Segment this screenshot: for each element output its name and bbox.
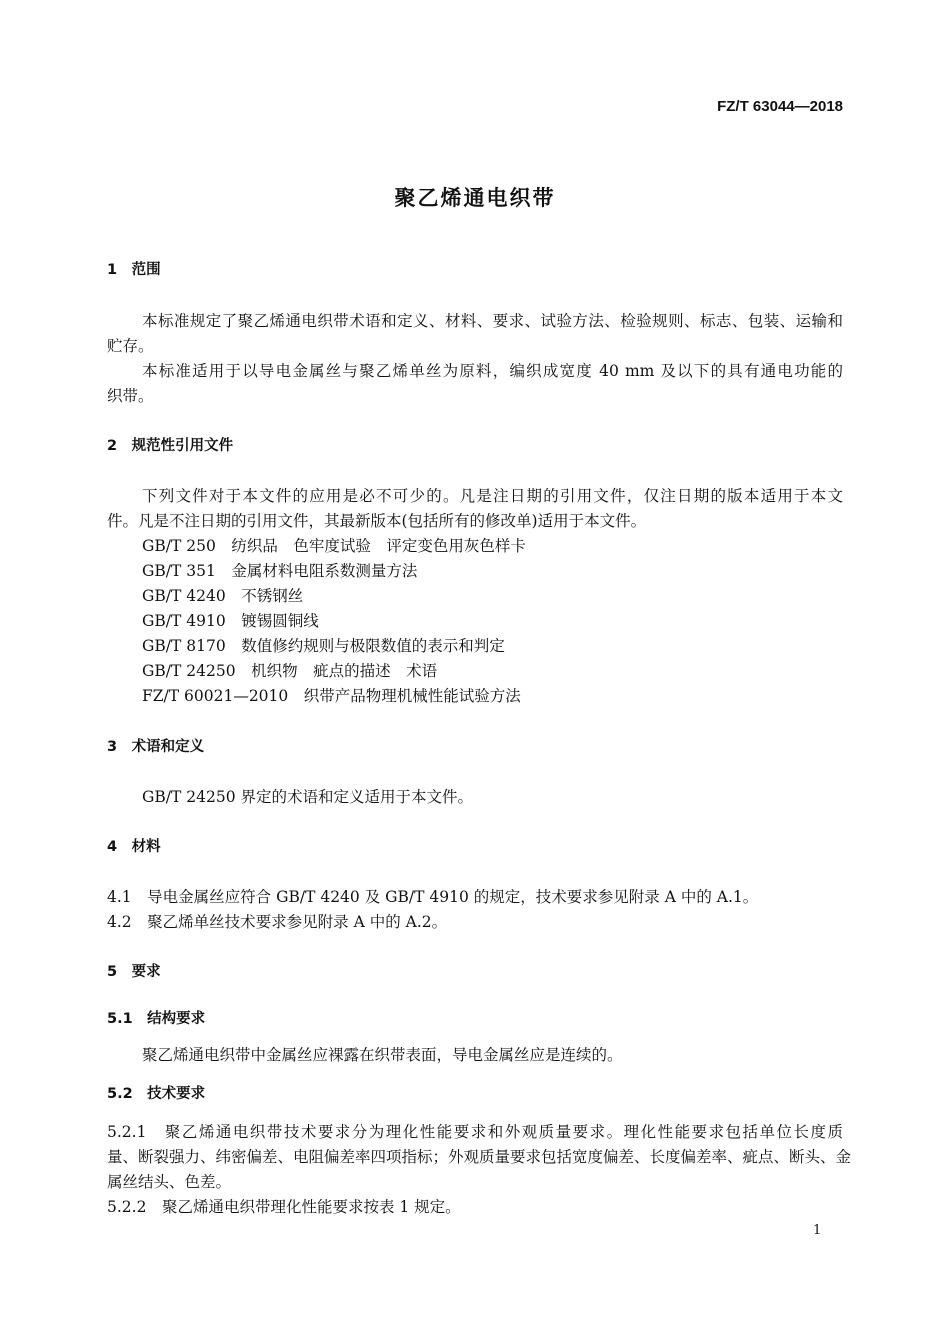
section-5-heading: 5 要求 xyxy=(107,964,161,980)
paragraph-line: 件。凡是不注日期的引用文件，其最新版本(包括所有的修改单)适用于本文件。 xyxy=(107,512,647,530)
page-number: 1 xyxy=(813,1223,822,1238)
reference-item: GB/T 351 金属材料电阻系数测量方法 xyxy=(142,562,418,580)
reference-item: GB/T 8170 数值修约规则与极限数值的表示和判定 xyxy=(142,637,505,655)
paragraph-line: GB/T 24250 界定的术语和定义适用于本文件。 xyxy=(142,788,473,806)
standard-number: FZ/T 63044—2018 xyxy=(717,98,843,115)
section-2-heading: 2 规范性引用文件 xyxy=(107,438,234,454)
clause-5-2-heading: 5.2 技术要求 xyxy=(107,1086,206,1102)
section-4-heading: 4 材料 xyxy=(107,839,161,855)
clause-4-2: 4.2 聚乙烯单丝技术要求参见附录 A 中的 A.2。 xyxy=(107,913,448,931)
clause-4-1: 4.1 导电金属丝应符合 GB/T 4240 及 GB/T 4910 的规定，技术要求参见附录 A 中的 A.1。 xyxy=(107,888,759,906)
clause-5-1-heading: 5.1 结构要求 xyxy=(107,1011,206,1027)
clause-5-2-1-line: 属丝结头、色差。 xyxy=(107,1173,232,1191)
clause-5-2-1-line: 5.2.1 聚乙烯通电织带技术要求分为理化性能要求和外观质量要求。理化性能要求包括单位长度质 xyxy=(107,1123,843,1141)
clause-5-2-1-line: 量、断裂强力、纬密偏差、电阻偏差率四项指标；外观质量要求包括宽度偏差、长度偏差率、疵点、断头、金 xyxy=(107,1148,852,1166)
reference-item: GB/T 250 纺织品 色牢度试验 评定变色用灰色样卡 xyxy=(142,537,526,555)
reference-item: GB/T 4240 不锈钢丝 xyxy=(142,587,304,605)
section-3-heading: 3 术语和定义 xyxy=(107,739,205,755)
paragraph-line: 贮存。 xyxy=(107,337,154,355)
paragraph-line: 本标准适用于以导电金属丝与聚乙烯单丝为原料，编织成宽度 40 mm 及以下的具有通电功能的 xyxy=(142,362,843,380)
section-1-heading: 1 范围 xyxy=(107,262,161,278)
paragraph-line: 织带。 xyxy=(107,387,154,405)
reference-item: GB/T 4910 镀锡圆铜线 xyxy=(142,612,319,630)
reference-item: FZ/T 60021—2010 织带产品物理机械性能试验方法 xyxy=(142,687,521,705)
paragraph-line: 本标准规定了聚乙烯通电织带术语和定义、材料、要求、试验方法、检验规则、标志、包装、运输和 xyxy=(142,312,843,330)
clause-5-2-2: 5.2.2 聚乙烯通电织带理化性能要求按表 1 规定。 xyxy=(107,1198,461,1216)
paragraph-line: 聚乙烯通电织带中金属丝应裸露在织带表面，导电金属丝应是连续的。 xyxy=(142,1046,623,1064)
reference-item: GB/T 24250 机织物 疵点的描述 术语 xyxy=(142,662,438,680)
paragraph-line: 下列文件对于本文件的应用是必不可少的。凡是注日期的引用文件，仅注日期的版本适用于本文 xyxy=(142,487,843,505)
document-title: 聚乙烯通电织带 xyxy=(394,186,556,210)
